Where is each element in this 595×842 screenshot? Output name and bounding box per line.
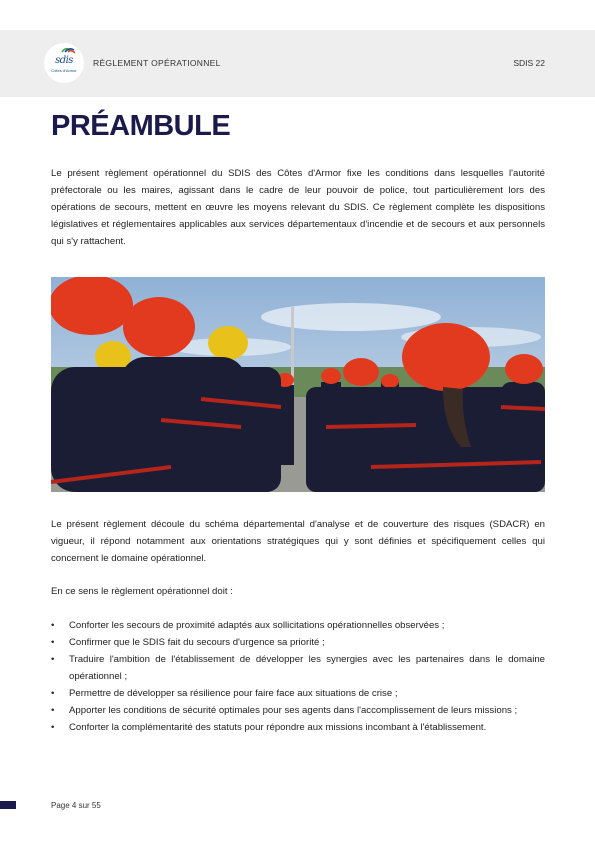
bullet-icon: •	[51, 722, 55, 733]
footer-accent-bar	[0, 801, 16, 809]
bullet-icon: •	[51, 620, 55, 631]
list-item	[51, 617, 545, 634]
objectives-list	[51, 617, 545, 736]
list-item-text: Confirmer que le SDIS fait du secours d'urgence sa priorité ;	[69, 637, 325, 648]
list-item-text: Conforter la complémentarité des statuts pour répondre aux missions incombant à l'établissement.	[69, 722, 487, 733]
list-item-text: Conforter les secours de proximité adaptés aux sollicitations opérationnelles observées ;	[69, 620, 445, 631]
bullet-icon: •	[51, 688, 55, 699]
lead-in-paragraph: En ce sens le règlement opérationnel doit :	[51, 586, 233, 597]
bullet-icon: •	[51, 705, 55, 716]
logo-subtext: Côtes d'Armor	[51, 68, 77, 73]
bullet-icon: •	[51, 654, 55, 665]
list-item	[51, 702, 545, 719]
list-item-text: Traduire l'ambition de l'établissement de développer les synergies avec les partenaires dans le domaine opérationnel ;	[69, 654, 545, 682]
page-title: PRÉAMBULE	[51, 110, 231, 142]
bullet-icon: •	[51, 637, 55, 648]
list-item-text: Permettre de développer sa résilience pour faire face aux situations de crise ;	[69, 688, 398, 699]
firefighters-photo	[51, 277, 545, 492]
sdacr-paragraph: Le présent règlement découle du schéma départemental d'analyse et de couverture des risques (SDACR) en vigueur, il répond notamment aux orientations stratégiques qui y sont définies et spécifiquement celles qui concernent le domaine opérationnel.	[51, 519, 545, 564]
sdis-logo	[44, 43, 84, 83]
page-number: Page 4 sur 55	[51, 801, 101, 810]
page-header	[0, 30, 595, 97]
document-title: RÈGLEMENT OPÉRATIONNEL	[93, 58, 221, 68]
document-code: SDIS 22	[513, 58, 545, 68]
list-item	[51, 651, 545, 685]
list-item	[51, 685, 545, 702]
list-item-text: Apporter les conditions de sécurité optimales pour ses agents dans l'accomplissement de leurs missions ;	[69, 705, 518, 716]
list-item	[51, 719, 545, 736]
list-item	[51, 634, 545, 651]
logo-wordmark: sdis	[55, 55, 73, 66]
intro-paragraph: Le présent règlement opérationnel du SDIS des Côtes d'Armor fixe les conditions dans lesquelles l'autorité préfectorale ou les maires, agissant dans le cadre de leur pouvoir de police, tout particulièrement lors des opérations de secours, mettent en œuvre les moyens relevant du SDIS. Ce règlement complète les dispositions législatives et réglementaires applicables aux services départementaux d'incendie et de secours et aux personnels qui s'y rattachent.	[51, 168, 545, 247]
